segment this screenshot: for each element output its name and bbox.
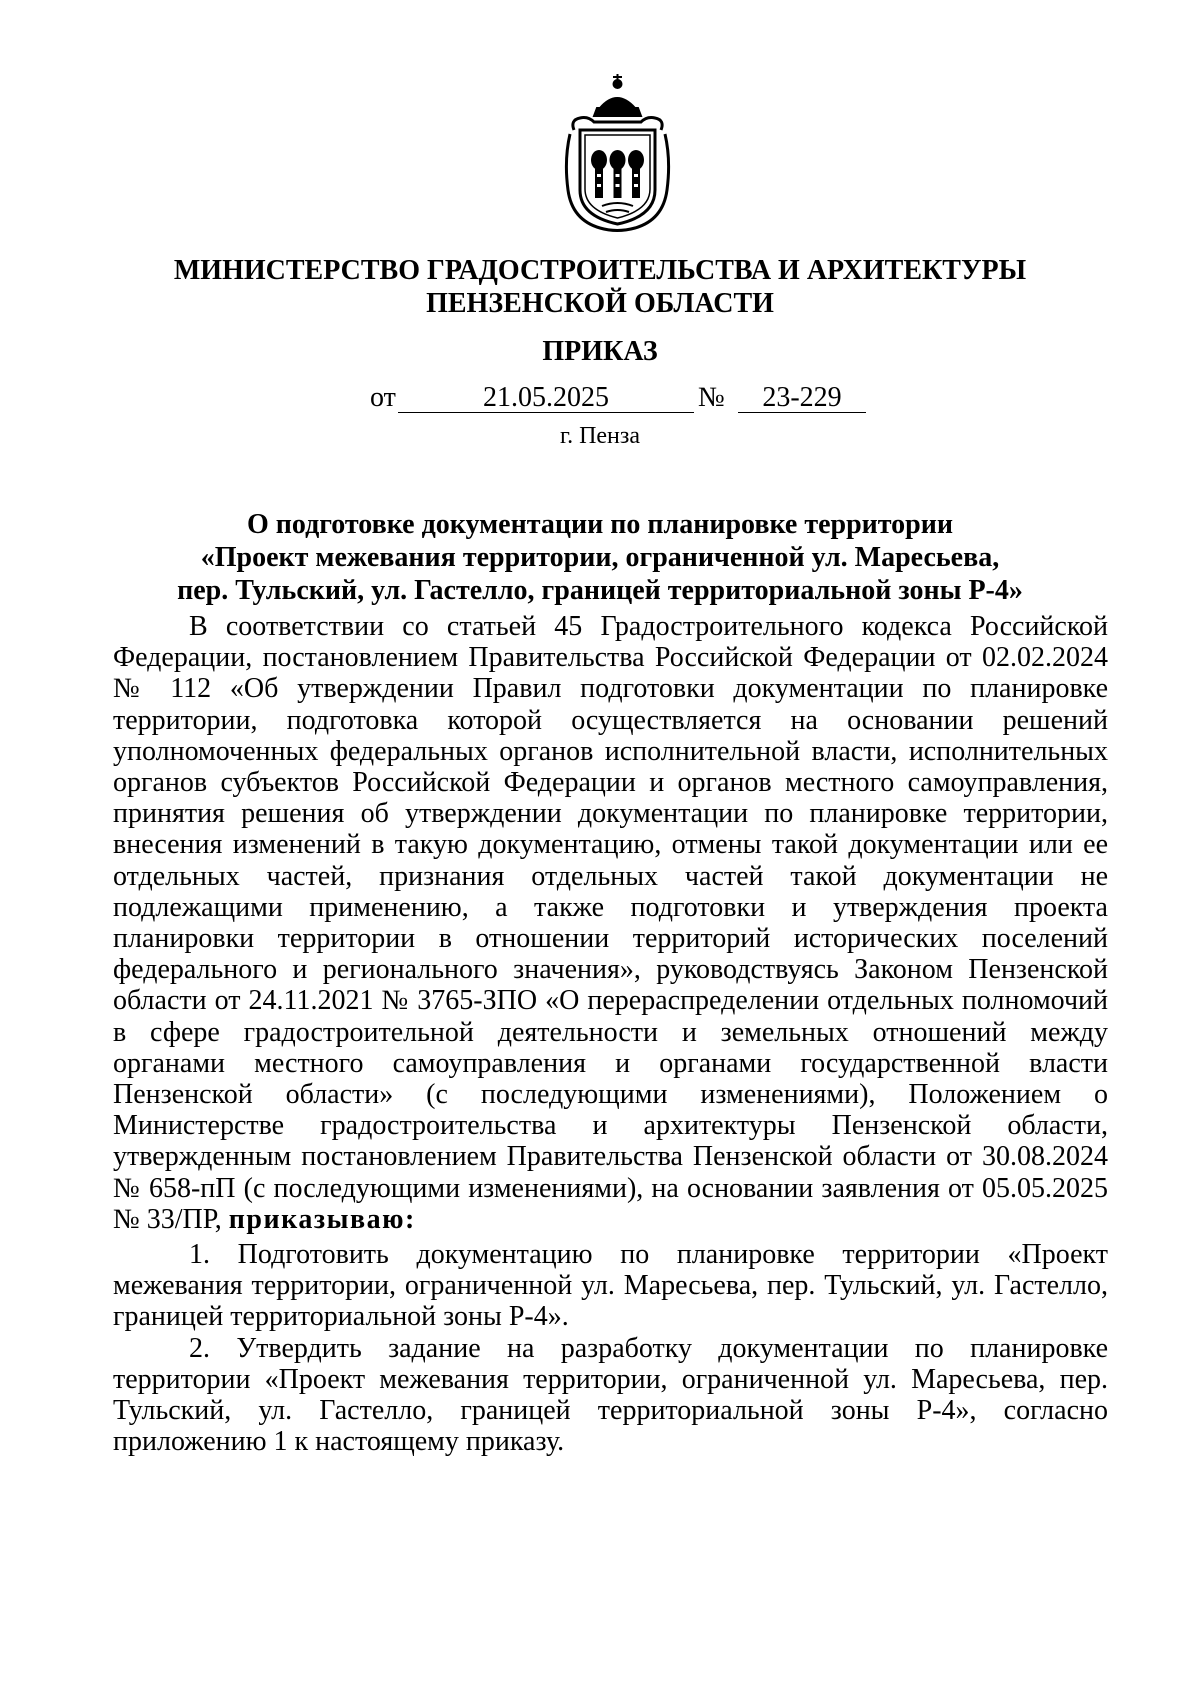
order-items xyxy=(113,1239,1108,1457)
ministry-name-line2: ПЕНЗЕНСКОЙ ОБЛАСТИ xyxy=(426,288,774,319)
date-prefix: от xyxy=(370,382,396,413)
order-subject xyxy=(0,508,1200,607)
order-item-2: 2. Утвердить задание на разработку документации по планировке территории «Проект межевания территории, ограниченной ул. Маресьева, пер. Тульский, ул. Гастелло, границей территориальной зоны Р-4», согласно приложению 1 к настоящему приказу. xyxy=(113,1332,1108,1458)
order-word: приказываю: xyxy=(228,1203,416,1235)
subject-line1: О подготовке документации по планировке территории xyxy=(246,509,954,540)
subject-line2: «Проект межевания территории, ограниченной ул. Маресьева, xyxy=(200,542,1000,573)
document-type: ПРИКАЗ xyxy=(542,336,658,367)
order-item-1: 1. Подготовить документацию по планировке территории «Проект межевания территории, ограниченной ул. Маресьева, пер. Тульский, ул. Гастелло, границей территориальной зоны Р-4». xyxy=(113,1239,1108,1333)
preamble-paragraph xyxy=(113,611,1108,1235)
subject-line3: пер. Тульский, ул. Гастелло, границей территориальной зоны Р-4» xyxy=(177,575,1023,606)
city: г. Пенза xyxy=(559,423,641,449)
penza-region-coat-of-arms-icon xyxy=(560,70,675,235)
order-number: 23-229 xyxy=(738,382,866,413)
ministry-name-line1: МИНИСТЕРСТВО ГРАДОСТРОИТЕЛЬСТВА И АРХИТЕКТУРЫ xyxy=(173,255,1027,286)
order-date: 21.05.2025 xyxy=(398,382,694,413)
preamble-block xyxy=(113,611,1108,1235)
ministry-name xyxy=(0,254,1200,320)
preamble-text: В соответствии со статьей 45 Градостроительного кодекса Российской Федерации, постановлением Правительства Российской Федерации от 02.02.2024 № 112 «Об утверждении Правил подготовки документации по планировке территории, подготовка которой осуществляется на основании решений уполномоченных федеральных органов исполнительной власти, исполнительных органов субъектов Российской Федерации и органов местного самоуправления, принятия решения об утверждении документации по планировке территории, внесения изменений в такую документацию, отмены такой документации или ее отдельных частей, признания отдельных частей такой документации не подлежащими применению, а также подготовки и утверждения проекта планировки территории в отношении территорий исторических поселений федерального и регионального значения», руководствуясь Законом Пензенской области от 24.11.2021 № 3765-ЗПО «О перераспределении отдельных полномочий в сфере градостроительной деятельности и земельных отношений между органами местного самоуправления и органами государственной власти Пензенской области» (с последующими изменениями), Положением о Министерстве градостроительства и архитектуры Пензенской области, утвержденным постановлением Правительства Пензенской области от 30.08.2024 № 658-пП (с последующими изменениями), на основании заявления от 05.05.2025 № 33/ПР, xyxy=(113,611,1108,1235)
number-prefix: № xyxy=(698,382,725,413)
